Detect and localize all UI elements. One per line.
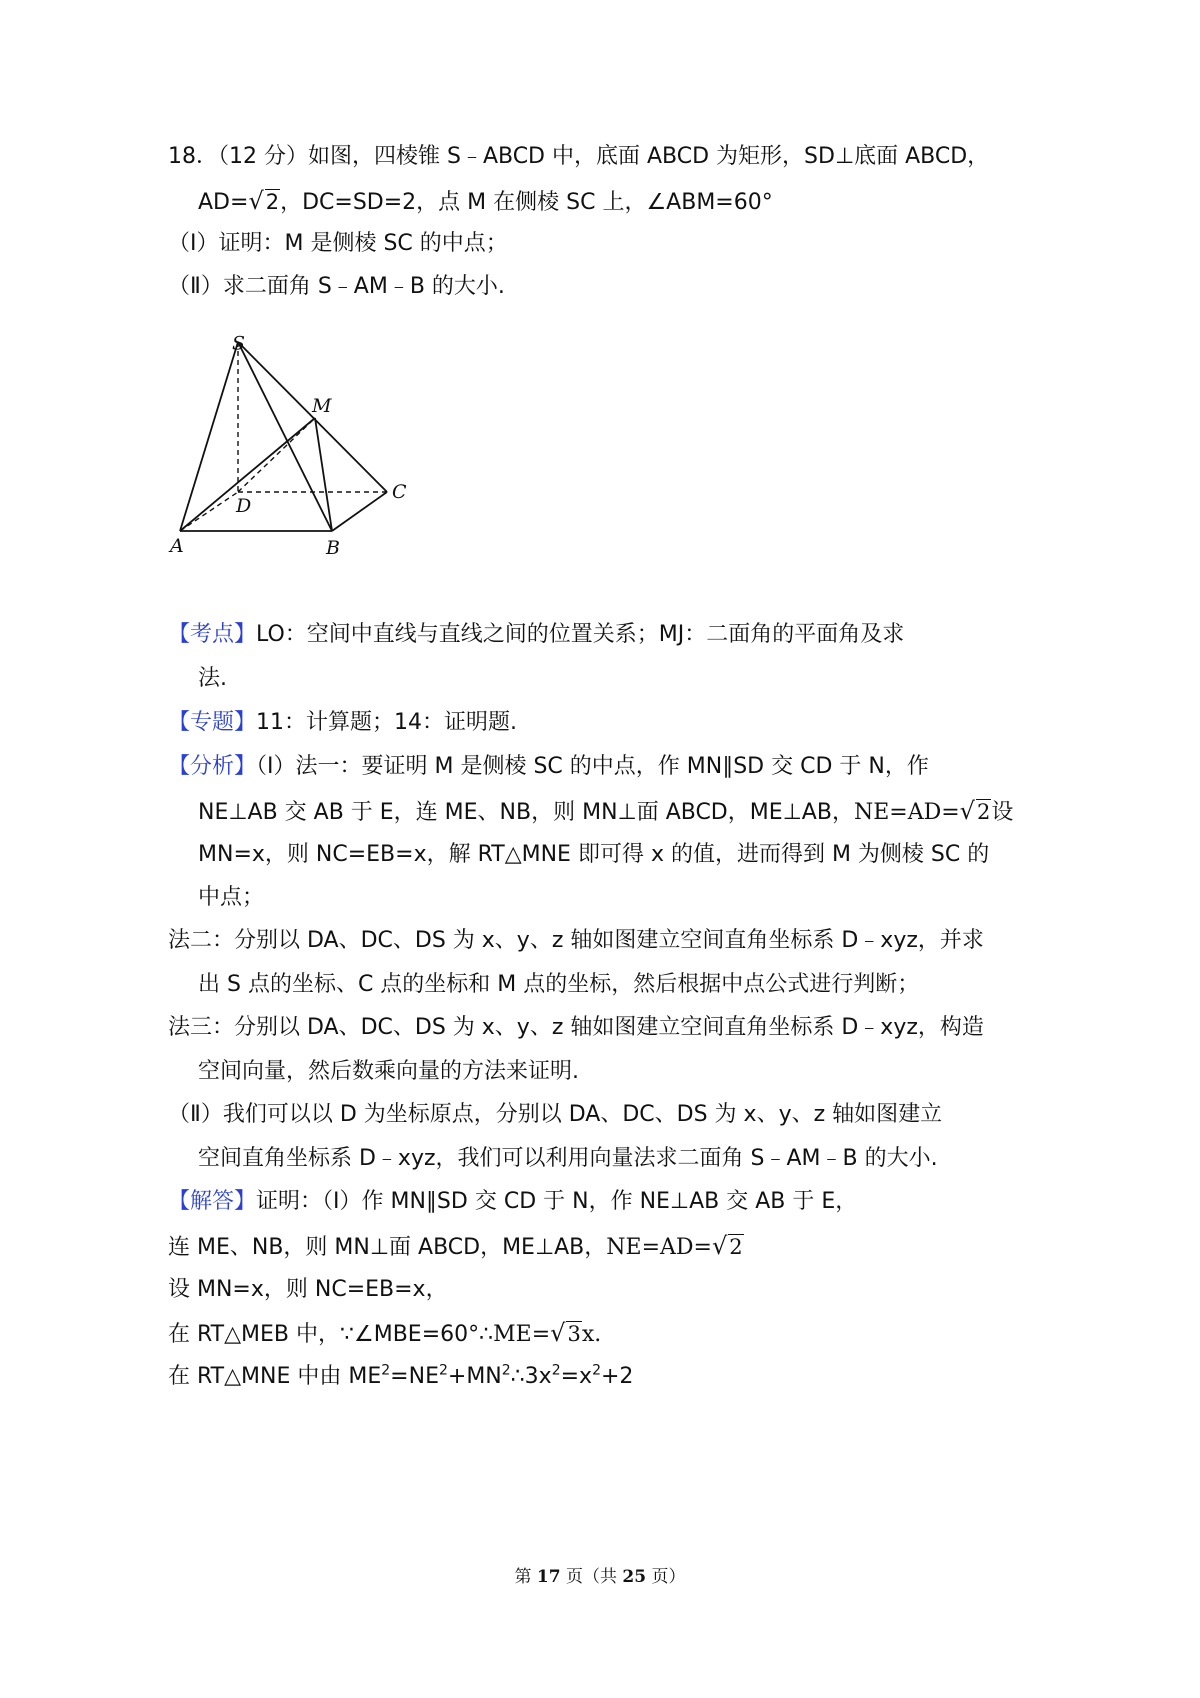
pyramid-figure <box>170 332 440 570</box>
edge-BC <box>332 492 387 531</box>
sqrt-sign: √ <box>248 187 264 215</box>
label-S: S <box>232 332 246 355</box>
sqrt-sign: √ <box>550 1319 566 1347</box>
sqrt-radicand: 2 <box>265 190 280 214</box>
fenxi-line-8: 空间向量，然后数乘向量的方法来证明. <box>198 1059 579 1084</box>
zhuanti-line: 【专题】11：计算题；14：证明题. <box>168 710 517 735</box>
problem-part-1: （I）证明：M 是侧棱 SC 的中点； <box>168 231 508 256</box>
page-footer: 第 17 页（共 25 页） <box>514 1567 686 1587</box>
kaodian-tag: 【考点】 <box>168 622 257 647</box>
fenxi-line-5: 法二：分别以 DA、DC、DS 为 x、y、z 轴如图建立空间直角坐标系 D﹣xyz，并求 <box>168 928 984 953</box>
edge-SA <box>180 342 238 531</box>
kaodian-line-1: 【考点】LO：空间中直线与直线之间的位置关系；MJ：二面角的平面角及求 <box>168 622 905 647</box>
zhuanti-tag: 【专题】 <box>168 710 257 735</box>
sqrt-radicand: 2 <box>976 800 991 824</box>
edge-AD-hidden <box>180 492 238 531</box>
problem-line-2: AD=√2，DC=SD=2，点 M 在侧棱 SC 上，∠ABM=60° <box>198 187 773 215</box>
label-C: C <box>392 481 407 503</box>
sqrt-radicand: 2 <box>729 1235 743 1259</box>
label-B: B <box>326 537 340 559</box>
fenxi-line-2: NE⊥AB 交 AB 于 E，连 ME、NB，则 MN⊥面 ABCD，ME⊥AB，NE=AD=√2设 <box>198 797 1014 825</box>
fenxi-line-6: 出 S 点的坐标、C 点的坐标和 M 点的坐标，然后根据中点公式进行判断； <box>198 972 920 997</box>
fenxi-line-7: 法三：分别以 DA、DC、DS 为 x、y、z 轴如图建立空间直角坐标系 D﹣xyz，构造 <box>168 1015 984 1040</box>
fenxi-line-3: MN=x，则 NC=EB=x，解 RT△MNE 即可得 x 的值，进而得到 M 为侧棱 SC 的 <box>198 842 990 867</box>
jieda-line-5: 在 RT△MNE 中由 $ME^2=NE^2+MN^2\therefore 3x^2=x^2+2$ <box>168 1362 634 1389</box>
sqrt-sign: √ <box>711 1232 728 1260</box>
edge-DM-hidden <box>238 418 315 492</box>
problem-part-2: （Ⅱ）求二面角 S﹣AM﹣B 的大小. <box>168 274 505 299</box>
label-A: A <box>170 535 184 557</box>
jieda-line-1: 【解答】证明：（Ⅰ）作 MN∥SD 交 CD 于 N，作 NE⊥AB 交 AB 于 E， <box>168 1189 858 1214</box>
edge-SC <box>238 342 387 492</box>
jieda-tag: 【解答】 <box>168 1189 257 1214</box>
fenxi-line-1: 【分析】（Ⅰ）法一：要证明 M 是侧棱 SC 的中点，作 MN∥SD 交 CD 于 N，作 <box>168 754 929 779</box>
jieda-line-4: 在 RT△MEB 中，∵∠MBE=60°∴ME=√3x. <box>168 1319 602 1347</box>
jieda-line-2: 连 ME、NB，则 MN⊥面 ABCD，ME⊥AB，NE=AD=√2 <box>168 1232 743 1260</box>
label-M: M <box>312 395 332 417</box>
fenxi-line-4: 中点； <box>198 885 265 910</box>
kaodian-line-2: 法. <box>198 666 227 691</box>
jieda-line-3: 设 MN=x，则 NC=EB=x， <box>168 1277 448 1302</box>
fenxi-line-10: 空间直角坐标系 D﹣xyz，我们可以利用向量法求二面角 S﹣AM﹣B 的大小. <box>198 1146 938 1171</box>
page-number: 17 <box>536 1567 561 1587</box>
fenxi-line-9: （Ⅱ）我们可以以 D 为坐标原点，分别以 DA、DC、DS 为 x、y、z 轴如图建立 <box>168 1102 943 1127</box>
sqrt-sign: √ <box>959 797 975 825</box>
fenxi-tag: 【分析】 <box>168 754 257 779</box>
problem-line-1: 18．（12 分）如图，四棱锥 S﹣ABCD 中，底面 ABCD 为矩形，SD⊥底面 ABCD， <box>168 144 990 169</box>
sqrt-radicand: 3 <box>567 1322 581 1346</box>
label-D: D <box>236 495 252 517</box>
page-total: 25 <box>622 1567 647 1587</box>
